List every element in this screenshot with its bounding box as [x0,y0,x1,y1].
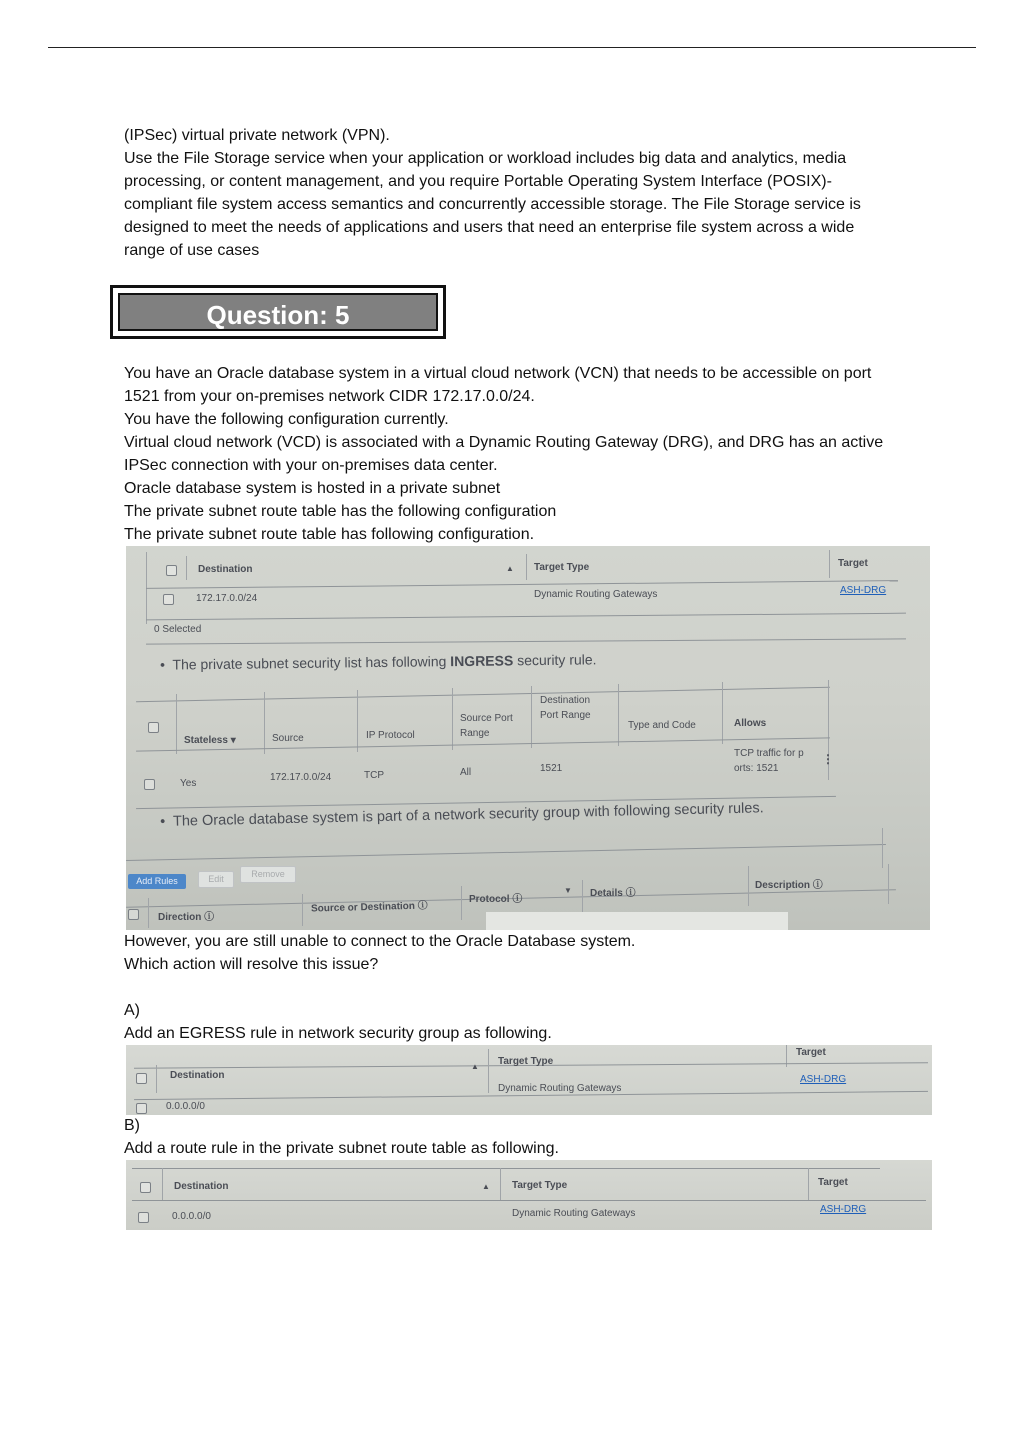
col-destination-port-range: Destination Port Range [540,695,591,721]
screen-glare [486,912,788,930]
chevron-down-icon[interactable]: ▼ [564,886,572,895]
row-actions-icon[interactable]: ⋮ [822,752,834,766]
add-rules-button[interactable]: Add Rules [128,874,186,889]
col-description: Description ⓘ [755,880,823,891]
option-b [124,1114,954,1160]
question-line: You have the following configuration currently. [124,411,449,428]
intro-line: processing, or content management, and you require Portable Operating System Interface (POSIX)- [124,173,832,190]
col-stateless[interactable]: Stateless ▾ [184,735,236,746]
selected-count: 0 Selected [154,624,202,635]
col-source-port-range: Source Port Range [460,713,513,739]
a-target-type: Dynamic Routing Gateways [498,1083,622,1094]
followup-line: However, you are still unable to connect to the Oracle Database system. [124,933,636,950]
ingress-destination-port: 1521 [540,763,563,774]
col-direction: Direction ⓘ [158,912,215,923]
followup-paragraph [124,930,954,976]
question-line: Virtual cloud network (VCD) is associated with a Dynamic Routing Gateway (DRG), and DRG has an active [124,434,884,451]
b-target-link[interactable]: ASH-DRG [820,1204,867,1215]
ingress-ip-protocol: TCP [364,770,384,781]
info-icon[interactable]: ⓘ [204,912,215,923]
route-target-link[interactable]: ASH-DRG [840,585,887,596]
sort-asc-icon[interactable]: ▲ [471,1062,479,1071]
col-target-type: Target Type [534,562,590,573]
col-target: Target [818,1177,848,1188]
select-all-checkbox[interactable] [166,565,177,576]
chevron-down-icon: ▾ [230,735,236,746]
row-checkbox[interactable] [136,1103,147,1114]
select-all-checkbox[interactable] [136,1073,147,1084]
col-target: Target [838,558,868,569]
question-line: Oracle database system is hosted in a private subnet [124,480,501,497]
question-banner [110,285,446,339]
ingress-caption: • The private subnet security list has following INGRESS security rule. [159,651,597,673]
col-destination: Destination [174,1181,229,1192]
col-destination: Destination [198,564,253,575]
question-title: Question: 5 [118,293,438,331]
sort-asc-icon[interactable]: ▲ [482,1182,490,1191]
intro-paragraph [124,124,954,262]
a-target-link[interactable]: ASH-DRG [800,1074,847,1085]
row-checkbox[interactable] [163,594,174,605]
b-target-type: Dynamic Routing Gateways [512,1208,636,1219]
col-source-or-destination: Source or Destination ⓘ [310,900,428,915]
col-destination: Destination [170,1070,225,1081]
intro-line: compliant file system access semantics and concurrently accessible storage. The File Storage service is [124,196,861,213]
ingress-source-port: All [460,767,472,778]
intro-line: designed to meet the needs of applications and users that need an enterprise file system across a wide [124,219,855,236]
ingress-select-all-checkbox[interactable] [148,722,159,733]
option-a-text: Add an EGRESS rule in network security group as following. [124,1025,552,1042]
question-line: IPSec connection with your on-premises data center. [124,457,498,474]
intro-line: Use the File Storage service when your application or workload includes big data and analytics, media [124,150,847,167]
col-allows: Allows [734,718,767,729]
option-b-photo [126,1160,932,1230]
col-ip-protocol: IP Protocol [366,730,415,741]
info-icon[interactable]: ⓘ [512,894,523,905]
col-type-and-code: Type and Code [628,720,696,731]
a-destination: 0.0.0.0/0 [166,1101,205,1112]
option-a [124,999,954,1045]
ingress-row-checkbox[interactable] [144,779,155,790]
remove-button[interactable]: Remove [240,866,296,883]
col-target-type: Target Type [498,1056,554,1067]
question-line: You have an Oracle database system in a virtual cloud network (VCN) that needs to be accessible on port [124,365,872,382]
intro-line: (IPSec) virtual private network (VPN). [124,127,390,144]
ingress-stateless: Yes [180,778,197,789]
col-target: Target [796,1047,826,1058]
intro-line: range of use cases [124,242,260,259]
header-rule [48,47,976,48]
col-target-type: Target Type [512,1180,568,1191]
nsg-caption: • The Oracle database system is part of a network security group with following security rules. [160,800,764,830]
col-protocol: Protocol ⓘ [469,894,523,905]
ingress-source: 172.17.0.0/24 [270,772,332,783]
edit-button[interactable]: Edit [198,871,234,888]
question-line: The private subnet route table has following configuration. [124,526,535,543]
route-destination: 172.17.0.0/24 [196,593,258,604]
row-checkbox[interactable] [138,1212,149,1223]
option-a-label: A) [124,1002,140,1019]
b-destination: 0.0.0.0/0 [172,1211,211,1222]
option-b-label: B) [124,1117,140,1134]
info-icon[interactable]: ⓘ [417,900,428,912]
option-a-photo [126,1045,932,1115]
info-icon[interactable]: ⓘ [812,880,823,891]
nsg-select-all-checkbox[interactable] [128,909,139,920]
sort-asc-icon[interactable]: ▲ [506,564,514,573]
route-target-type: Dynamic Routing Gateways [534,589,658,600]
followup-line: Which action will resolve this issue? [124,956,379,973]
col-details: Details ⓘ [590,888,636,899]
question-line: The private subnet route table has the following configuration [124,503,557,520]
question-line: 1521 from your on-premises network CIDR 172.17.0.0/24. [124,388,535,405]
select-all-checkbox[interactable] [140,1182,151,1193]
ingress-allows: TCP traffic for p orts: 1521 [734,748,804,774]
info-icon[interactable]: ⓘ [625,888,636,899]
option-b-text: Add a route rule in the private subnet route table as following. [124,1140,559,1157]
config-photo [126,546,930,930]
question-paragraph [124,362,954,546]
col-source: Source [272,733,304,744]
